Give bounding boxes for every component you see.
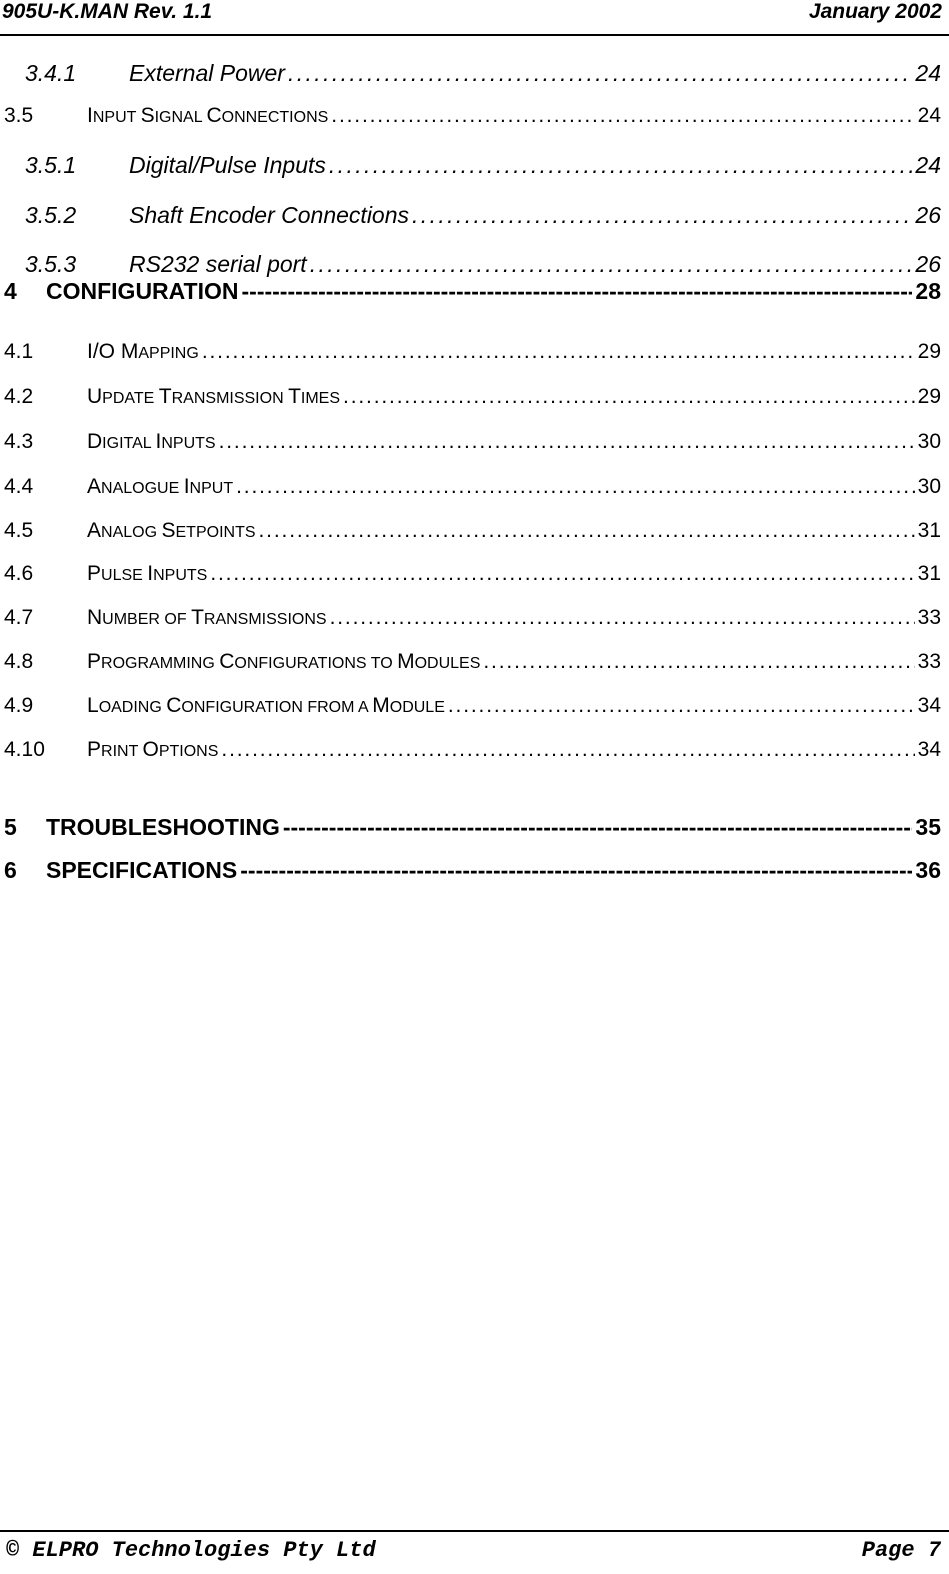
toc-entry-title: RS232 serial port (129, 251, 307, 277)
toc-entry-page: 31 (917, 562, 941, 585)
page-header (0, 0, 949, 36)
toc-entry-title-part: M (397, 650, 415, 673)
toc-entry-title-part: A (87, 475, 102, 498)
toc-entry[interactable] (4, 385, 941, 409)
toc-entry-title (87, 430, 216, 454)
toc-entry-title-part: T (288, 385, 301, 408)
toc-entry-title-part: I (147, 562, 154, 585)
toc-entry-title (87, 562, 207, 586)
toc-entry[interactable] (4, 650, 941, 674)
toc-entry-title-part: C (219, 650, 235, 673)
toc-entry-number: 3.5.1 (25, 152, 77, 178)
toc-entry-title-part: NALOG (101, 524, 162, 541)
toc-entry-title-part: ROGRAMMING (101, 655, 220, 672)
toc-entry-title-part: UMBER OF (102, 611, 192, 628)
toc-leader (448, 694, 915, 718)
toc-entry-page: 24 (917, 104, 941, 127)
toc-entry-title (87, 606, 327, 630)
toc-entry-number: 4.5 (4, 519, 34, 542)
toc-entry-title-part: C (166, 694, 182, 717)
toc-entry-title-part: N (87, 606, 103, 629)
toc-entry[interactable] (4, 694, 941, 718)
toc-entry-title-part: PTIONS (158, 743, 219, 760)
toc-entry-page: 29 (917, 340, 941, 363)
toc-leader (259, 519, 915, 543)
toc-entry-title-part: L (87, 694, 99, 717)
toc-entry-title-part: P (87, 738, 102, 761)
toc-entry-title-part: IMES (300, 390, 341, 407)
toc-entry-title-part: ETPOINTS (175, 524, 256, 541)
toc-entry-title: Shaft Encoder Connections (129, 202, 410, 228)
toc-entry[interactable] (4, 278, 941, 305)
toc-entry-title-part: P (87, 562, 102, 585)
toc-entry-title: Digital/Pulse Inputs (129, 152, 326, 178)
toc-entry[interactable] (4, 738, 941, 762)
toc-entry-title-part: I (87, 104, 93, 127)
toc-entry-title: SPECIFICATIONS (46, 857, 238, 883)
toc-entry-title-part: T (158, 385, 172, 408)
toc-entry[interactable] (4, 606, 941, 630)
toc-entry-title-part: RINT (101, 743, 143, 760)
toc-entry[interactable] (4, 340, 941, 364)
toc-entry-title-part: ONFIGURATIONS TO (234, 655, 398, 672)
toc-entry-page: 24 (915, 60, 941, 86)
toc-entry-title-part: I (155, 430, 162, 453)
toc-entry-title-part: M (372, 694, 390, 717)
toc-entry-page: 28 (915, 278, 941, 304)
toc-leader (242, 278, 913, 305)
toc-entry-title-part: OADING (98, 699, 167, 716)
toc-entry-title-part: IGITAL (102, 435, 156, 452)
toc-entry-title-part: RANSMISSIONS (203, 611, 327, 628)
toc-entry[interactable] (25, 202, 941, 229)
toc-entry[interactable] (4, 562, 941, 586)
toc-leader (202, 340, 915, 364)
toc-entry-title-part: PDATE (102, 390, 159, 407)
page-number: Page 7 (861, 1538, 941, 1563)
toc-entry-number: 5 (4, 814, 17, 840)
toc-entry-title-part: ONNECTIONS (221, 109, 329, 126)
toc-entry-number: 4.1 (4, 340, 34, 363)
toc-entry-title-part: RANSMISSION (171, 390, 289, 407)
toc-entry-title-part: NALOGUE (101, 480, 184, 497)
toc-entry-number: 4.10 (4, 738, 45, 761)
toc-entry-page: 30 (917, 475, 941, 498)
toc-entry-title (87, 650, 480, 674)
toc-entry-title-part: ODULES (414, 655, 481, 672)
toc-entry[interactable] (25, 60, 941, 87)
toc-entry[interactable] (4, 475, 941, 499)
toc-entry[interactable] (25, 251, 941, 278)
page-footer (0, 1530, 949, 1563)
toc-entry-page: 24 (915, 152, 941, 178)
toc-entry[interactable] (25, 152, 941, 179)
toc-entry-title-part: I/O M (87, 340, 139, 363)
toc-entry-page: 35 (915, 814, 941, 840)
toc-entry-page: 26 (915, 202, 941, 228)
toc-entry-title-part: ONFIGURATION FROM A (181, 699, 373, 716)
toc-entry-title (87, 738, 218, 762)
toc-entry-title-part: NPUTS (153, 567, 208, 584)
toc-entry-title-part: APPING (138, 345, 199, 362)
toc-entry-title-part: I (183, 475, 190, 498)
toc-entry-title-part: P (87, 650, 102, 673)
toc-entry-title: TROUBLESHOOTING (46, 814, 280, 840)
toc-entry-page: 33 (917, 606, 941, 629)
toc-leader (310, 251, 913, 278)
toc-leader (330, 606, 915, 630)
toc-entry-number: 3.4.1 (25, 60, 77, 86)
toc-entry-number: 4.4 (4, 475, 34, 498)
toc-leader (236, 475, 915, 499)
toc-entry-number: 4.8 (4, 650, 34, 673)
toc-leader (329, 152, 913, 179)
toc-entry-page: 26 (915, 251, 941, 277)
toc-entry-number: 3.5 (4, 104, 34, 127)
toc-leader (219, 430, 915, 454)
toc-entry-page: 29 (917, 385, 941, 408)
toc-entry-page: 30 (917, 430, 941, 453)
toc-entry-title: External Power (129, 60, 285, 86)
toc-leader (240, 857, 912, 884)
toc-entry-page: 33 (917, 650, 941, 673)
toc-leader (483, 650, 914, 674)
toc-entry-title-part: T (191, 606, 204, 629)
toc-entry-number: 4.2 (4, 385, 34, 408)
toc-entry-number: 4.6 (4, 562, 34, 585)
toc-entry[interactable] (4, 430, 941, 454)
toc-entry-title-part: O (142, 738, 159, 761)
toc-entry[interactable] (4, 519, 941, 543)
toc-entry-title-part: IGNAL (154, 109, 207, 126)
toc-leader (283, 814, 913, 841)
toc-entry-title-part: S (161, 519, 176, 542)
toc-entry-title-part: NPUT (189, 480, 234, 497)
toc-leader (288, 60, 912, 87)
toc-entry-title (87, 694, 445, 718)
toc-entry-title-part: C (206, 104, 222, 127)
toc-entry-number: 4.3 (4, 430, 34, 453)
toc-entry-page: 31 (917, 519, 941, 542)
toc-leader (221, 738, 914, 762)
document-date: January 2002 (808, 0, 942, 23)
toc-entry[interactable] (4, 857, 941, 884)
toc-leader (343, 385, 915, 409)
toc-entry-title (87, 385, 340, 409)
copyright: © ELPRO Technologies Pty Ltd (6, 1538, 376, 1563)
toc-entry-number: 4.7 (4, 606, 34, 629)
toc-entry-number: 3.5.3 (25, 251, 77, 277)
toc-entry-page: 34 (917, 694, 941, 717)
toc-entry-title-part: S (140, 104, 155, 127)
toc-entry-page: 34 (917, 738, 941, 761)
toc-leader (210, 562, 914, 586)
toc-leader (331, 104, 914, 128)
toc-entry-title-part: U (87, 385, 103, 408)
document-id: 905U-K.MAN Rev. 1.1 (2, 0, 213, 23)
toc-entry-number: 6 (4, 857, 17, 883)
toc-leader (412, 202, 912, 229)
toc-entry-title (87, 475, 233, 499)
toc-entry-number: 3.5.2 (25, 202, 77, 228)
toc-entry[interactable] (4, 104, 941, 128)
toc-entry-title (87, 519, 256, 543)
toc-entry-title-part: NPUTS (161, 435, 216, 452)
toc-entry-title-part: A (87, 519, 102, 542)
toc-entry-page: 36 (915, 857, 941, 883)
toc-entry-title-part: D (87, 430, 103, 453)
toc-entry-number: 4.9 (4, 694, 34, 717)
toc-entry-title: CONFIGURATION (46, 278, 239, 304)
toc-entry[interactable] (4, 814, 941, 841)
toc-entry-title-part: NPUT (92, 109, 141, 126)
toc-entry-number: 4 (4, 278, 17, 304)
toc-entry-title (87, 104, 328, 128)
toc-entry-title-part: ODULE (389, 699, 445, 716)
toc-entry-title-part: ULSE (101, 567, 148, 584)
toc-entry-title (87, 340, 199, 364)
